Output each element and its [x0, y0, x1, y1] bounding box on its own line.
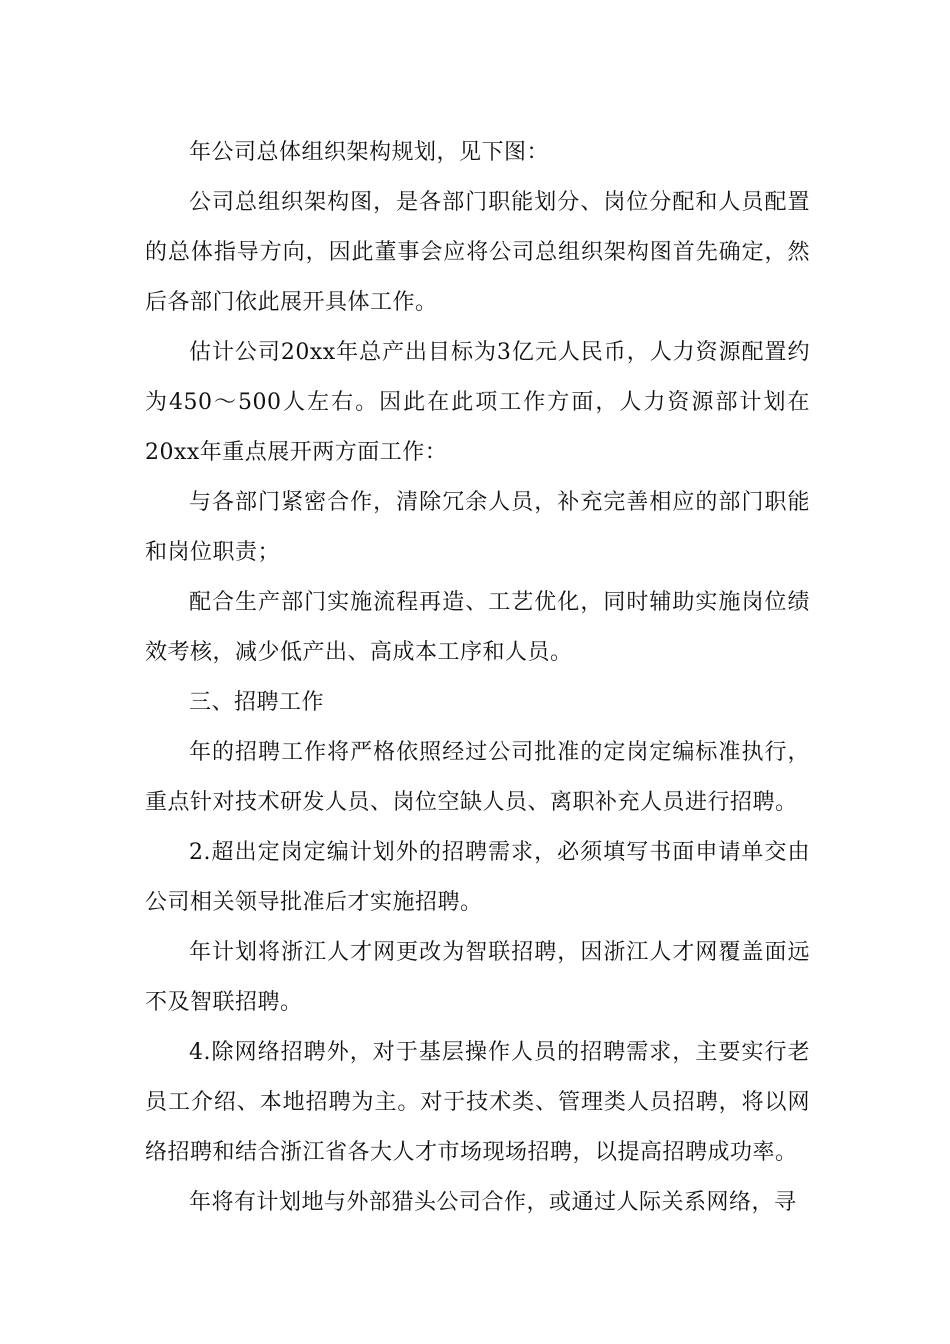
- paragraph-org-structure-plan: 年公司总体组织架构规划，见下图：: [189, 140, 550, 165]
- paragraph-org-chart-purpose: 公司总组织架构图，是各部门职能划分、岗位分配和人员配置的总体指导方向，因此董事会应将公司总组织架构图首先确定，然后各部门依此展开具体工作。: [145, 190, 810, 315]
- paragraph-output-target: 估计公司20xx年总产出目标为3亿元人民币，人力资源配置约为450～500人左右。因此在此项工作方面，人力资源部计划在20xx年重点展开两方面工作：: [145, 340, 810, 465]
- document-body: [145, 128, 810, 1228]
- paragraph-recruitment-channel: 年计划将浙江人才网更改为智联招聘，因浙江人才网覆盖面远不及智联招聘。: [145, 940, 810, 1015]
- paragraph-recruitment-methods: 4.除网络招聘外，对于基层操作人员的招聘需求，主要实行老员工介绍、本地招聘为主。对于技术类、管理类人员招聘，将以网络招聘和结合浙江省各大人才市场现场招聘，以提高招聘成功率。: [145, 1040, 810, 1165]
- paragraph-process-reengineering: 配合生产部门实施流程再造、工艺优化，同时辅助实施岗位绩效考核，减少低产出、高成本工序和人员。: [145, 590, 810, 665]
- paragraph-cooperation: 与各部门紧密合作，清除冗余人员，补充完善相应的部门职能和岗位职责；: [145, 490, 810, 565]
- paragraph-headhunter: 年将有计划地与外部猎头公司合作，或通过人际关系网络，寻: [189, 1190, 797, 1215]
- paragraph-extra-recruitment: 2.超出定岗定编计划外的招聘需求，必须填写书面申请单交由公司相关领导批准后才实施招聘。: [145, 840, 810, 915]
- paragraph-recruitment-standard: 年的招聘工作将严格依照经过公司批准的定岗定编标准执行，重点针对技术研发人员、岗位空缺人员、离职补充人员进行招聘。: [145, 740, 810, 815]
- section-heading-recruitment: 三、招聘工作: [189, 690, 325, 715]
